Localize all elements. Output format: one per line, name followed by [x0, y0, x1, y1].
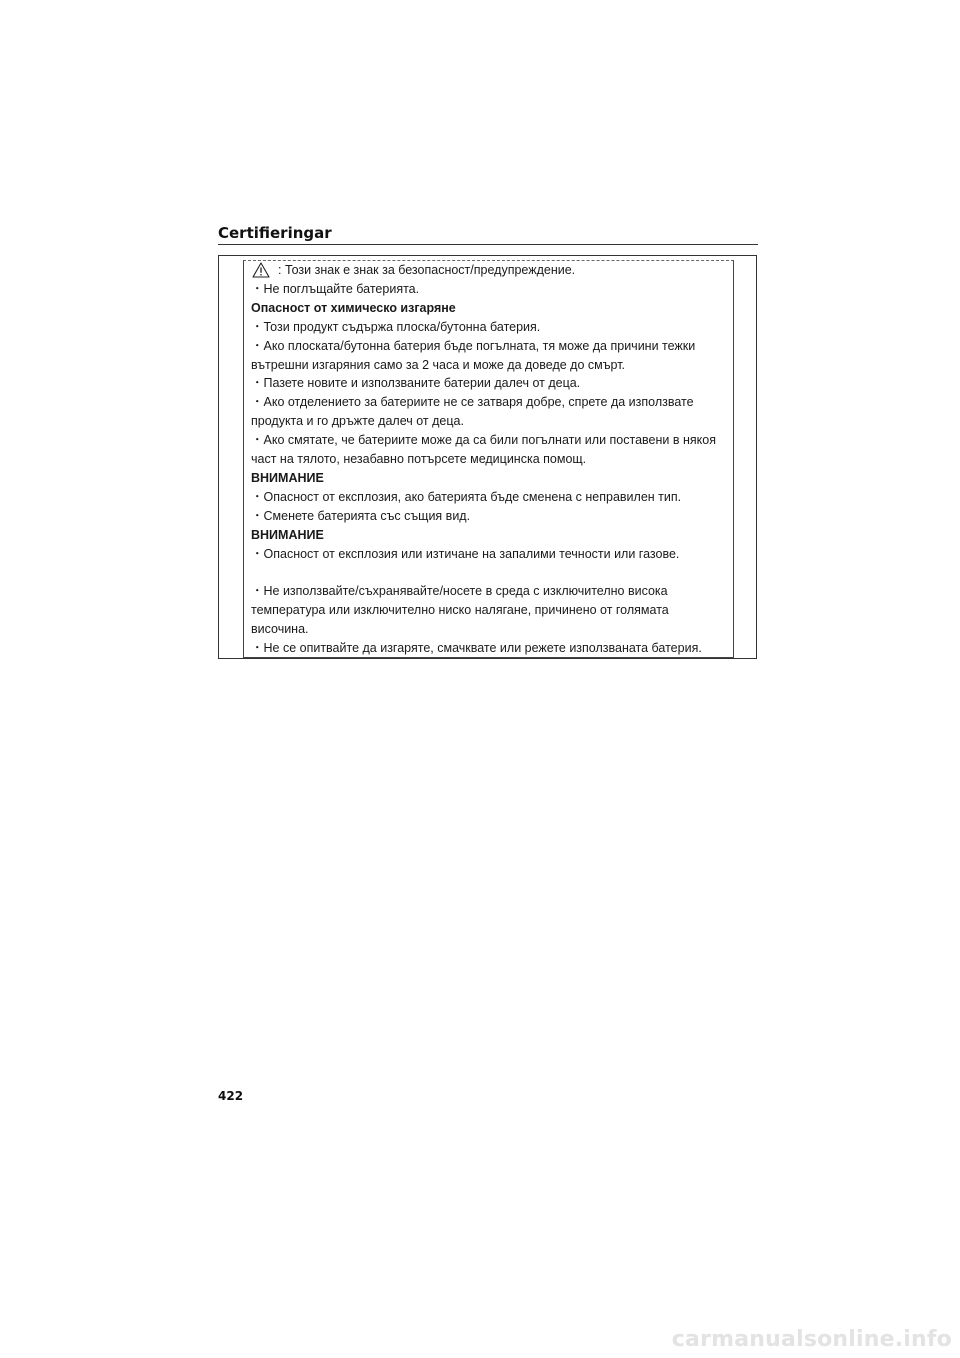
- warning-item: ・Не използвайте/съхранявайте/носете в среда с изключително висока: [251, 584, 668, 599]
- warning-symbol-line: [251, 261, 731, 280]
- warning-item: ・Ако смятате, че батериите може да са били погълнати или поставени в някоя: [251, 433, 716, 448]
- warning-symbol-text: : Този знак е знак за безопасност/предупреждение.: [278, 263, 576, 277]
- title-divider: [218, 244, 758, 245]
- warning-item-continued: височина.: [251, 622, 309, 637]
- warning-item: ・Ако отделението за батериите не се затваря добре, спрете да използвате: [251, 395, 694, 410]
- caution-heading: ВНИМАНИЕ: [251, 470, 324, 485]
- warning-item: ・Опасност от експлозия или изтичане на запалими течности или газове.: [251, 546, 680, 561]
- warning-item: ・Пазете новите и използваните батерии далеч от деца.: [251, 376, 581, 391]
- warning-item: ・Опасност от експлозия, ако батерията бъде сменена с неправилен тип.: [251, 489, 682, 504]
- warning-item: ・Не поглъщайте батерията.: [251, 281, 420, 296]
- warning-item: ・Ако плоската/бутонна батерия бъде погълната, тя може да причини тежки: [251, 338, 696, 353]
- warning-box-content: [251, 261, 731, 658]
- warning-item-continued: продукта и го дръжте далеч от деца.: [251, 414, 464, 429]
- warning-item: ・Не се опитвайте да изгаряте, смачквате или режете използваната батерия.: [251, 641, 702, 656]
- spacer: [251, 564, 731, 583]
- warning-heading: Опасност от химическо изгаряне: [251, 300, 456, 315]
- warning-item-continued: част на тялото, незабавно потърсете медицинска помощ.: [251, 452, 587, 467]
- warning-item-continued: вътрешни изгаряния само за 2 часа и може да доведе до смърт.: [251, 357, 626, 372]
- caution-heading: ВНИМАНИЕ: [251, 527, 324, 542]
- warning-triangle-icon: [252, 262, 270, 278]
- warning-item-continued: температура или изключително ниско налягане, причинено от голямата: [251, 603, 669, 618]
- warning-item: ・Сменете батерията със същия вид.: [251, 508, 471, 523]
- page-number: 422: [218, 1089, 244, 1103]
- warning-item: ・Този продукт съдържа плоска/бутонна батерия.: [251, 319, 541, 334]
- section-title: Certifieringar: [218, 224, 332, 242]
- watermark: carmanualsonline.info: [671, 1327, 952, 1352]
